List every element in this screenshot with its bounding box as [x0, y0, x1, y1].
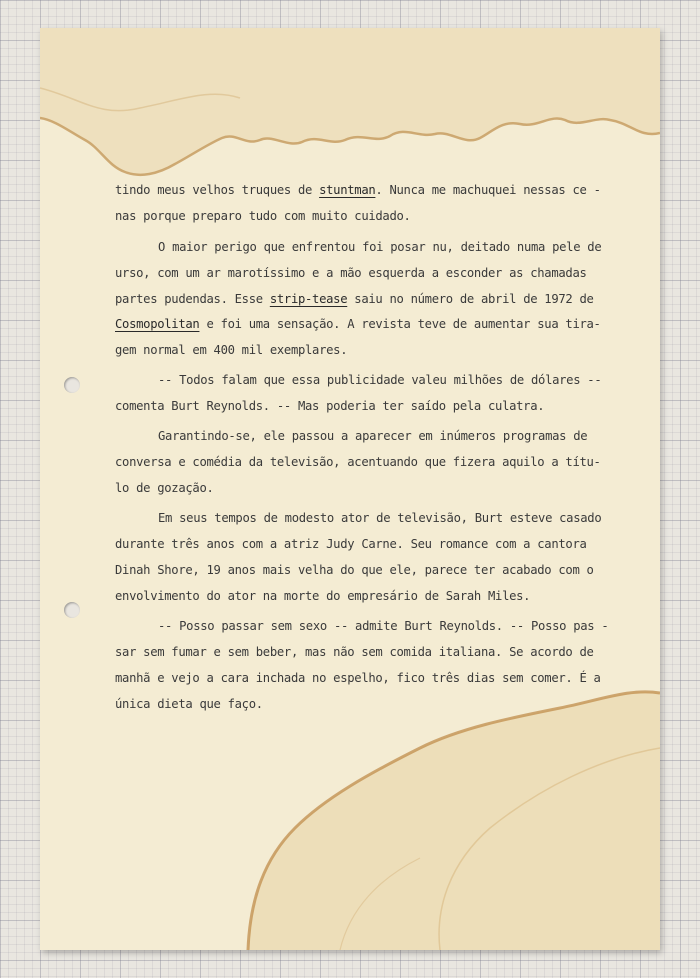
text-line	[158, 619, 608, 633]
text-run: saiu no número de abril de 1972 de	[347, 292, 594, 306]
text-line	[115, 399, 544, 413]
text-line	[158, 511, 601, 525]
text-run: nas porque preparo tudo com muito cuidado.	[115, 209, 411, 223]
text-run: partes pudendas. Esse	[115, 292, 270, 306]
text-line	[158, 429, 587, 443]
text-run: Dinah Shore, 19 anos mais velha do que ele, parece ter acabado com o	[115, 563, 594, 577]
text-run: manhã e vejo a cara inchada no espelho, fico três dias sem comer. É a	[115, 671, 601, 685]
text-run: conversa e comédia da televisão, acentuando que fizera aquilo a títu-	[115, 455, 601, 469]
text-run: lo de gozação.	[115, 481, 214, 495]
punch-hole	[64, 602, 80, 618]
text-run: urso, com um ar marotíssimo e a mão esquerda a esconder as chamadas	[115, 266, 587, 280]
text-line	[115, 563, 594, 577]
text-line	[115, 292, 594, 306]
text-line	[115, 455, 601, 469]
underlined-term: strip-tease	[269, 292, 348, 306]
text-run: -- Todos falam que essa publicidade valeu milhões de dólares --	[158, 373, 602, 387]
text-line	[115, 537, 587, 551]
text-line	[115, 209, 411, 223]
text-run: -- Posso passar sem sexo -- admite Burt Reynolds. -- Posso pas -	[158, 619, 609, 633]
text-run: . Nunca me machuquei nessas ce -	[375, 183, 601, 197]
text-run: durante três anos com a atriz Judy Carne. Seu romance com a cantora	[115, 537, 587, 551]
text-line	[115, 317, 601, 331]
text-line	[115, 266, 587, 280]
text-line	[115, 183, 601, 197]
text-run: e foi uma sensação. A revista teve de aumentar sua tira-	[199, 317, 601, 331]
text-line	[115, 645, 594, 659]
underlined-term: stuntman	[319, 183, 376, 197]
text-line	[115, 671, 601, 685]
text-line	[115, 481, 214, 495]
text-line	[115, 343, 347, 357]
text-line	[115, 589, 530, 603]
underlined-term: Cosmopolitan	[115, 317, 200, 331]
text-run: única dieta que faço.	[115, 697, 263, 711]
text-run: envolvimento do ator na morte do empresário de Sarah Miles.	[115, 589, 531, 603]
text-line	[158, 240, 601, 254]
text-run: gem normal em 400 mil exemplares.	[115, 343, 348, 357]
punch-hole	[64, 377, 80, 393]
text-run: sar sem fumar e sem beber, mas não sem comida italiana. Se acordo de	[115, 645, 594, 659]
text-run: O maior perigo que enfrentou foi posar nu, deitado numa pele de	[158, 240, 602, 254]
text-run: comenta Burt Reynolds. -- Mas poderia ter saído pela culatra.	[115, 399, 545, 413]
text-run: tindo meus velhos truques de	[115, 183, 320, 197]
text-line	[115, 697, 263, 711]
text-run: Garantindo-se, ele passou a aparecer em inúmeros programas de	[158, 429, 588, 443]
text-run: Em seus tempos de modesto ator de televisão, Burt esteve casado	[158, 511, 602, 525]
text-line	[158, 373, 601, 387]
